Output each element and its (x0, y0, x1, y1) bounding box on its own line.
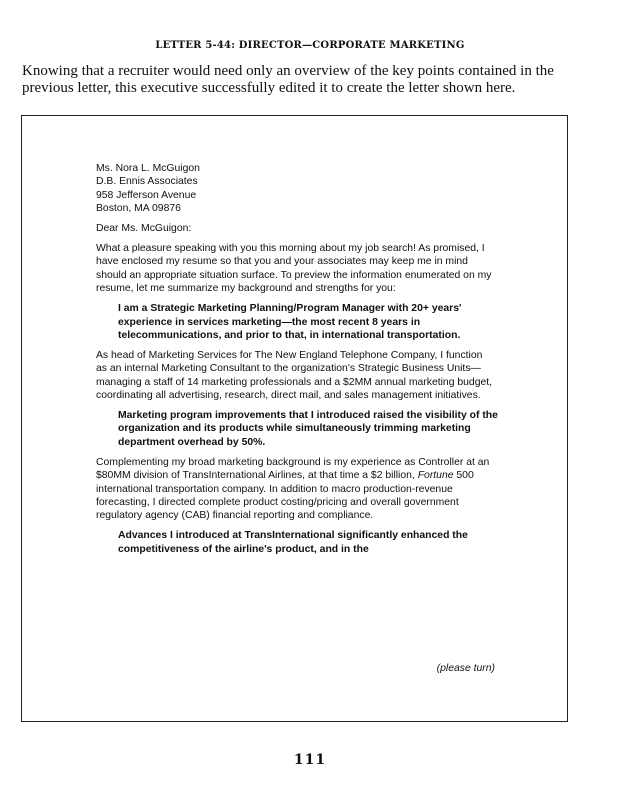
fortune-italic: Fortune (417, 470, 454, 482)
highlight-advances: Advances I introduced at TransInternational significantly enhanced the competitiveness of the airline's product, and in the (118, 530, 468, 555)
controller-text-start: Complementing my broad marketing background is my experience as Controller at an $80MM division of TransInternational Airlines, at that time a $2 billion, (96, 456, 490, 482)
salutation: Dear Ms. McGuigon: (96, 223, 192, 235)
please-turn-note: (please turn) (436, 663, 495, 674)
intro-text: Knowing that a recruiter would need only an overview of the key points contained in the previous letter, this executive successfully edited it to create the letter shown here. (22, 63, 554, 96)
controller-text-end: 500 international transportation company. In addition to macro production-revenue forecasting, I directed complete product costing/pricing and overall government regulatory agency (CAB) financial reporting and compliance. (96, 470, 474, 522)
paragraph-marketing-services: As head of Marketing Services for The New England Telephone Company, I function as an internal Marketing Consultant to the organization's Strategic Business Units—managing a staff of 14 marketing professionals and a $2MM annual marketing budget, coordinating all advertising, research, direct mail, and sales management initiatives. (96, 349, 493, 402)
address-line-city: Boston, MA 09876 (96, 203, 181, 215)
address-line-name: Ms. Nora L. McGuigon (96, 163, 200, 174)
address-line-company: D.B. Ennis Associates (96, 176, 198, 188)
highlight-program-improvements: Marketing program improvements that I introduced raised the visibility of the organization and its products while simultaneously trimming marketing department overhead by 50%. (118, 410, 498, 448)
paragraph-controller (96, 456, 496, 523)
letter-body (96, 162, 496, 563)
highlight-experience: I am a Strategic Marketing Planning/Program Manager with 20+ years' experience in services marketing—the most recent 8 years in telecommunications, and prior to that, in international transportation. (118, 303, 462, 341)
address-line-street: 958 Jefferson Avenue (96, 189, 197, 201)
letter-box (21, 115, 568, 722)
recipient-address (96, 162, 496, 216)
page-title: LETTER 5-44: DIRECTOR—CORPORATE MARKETING (155, 40, 465, 51)
paragraph-intro: What a pleasure speaking with you this morning about my job search! As promised, I have enclosed my resume so that you and your associates may keep me in mind should an appropriate situation surface. To preview the information enumerated on my resume, let me summarize my background and strengths for you: (96, 243, 492, 295)
page-number: 111 (293, 752, 327, 768)
